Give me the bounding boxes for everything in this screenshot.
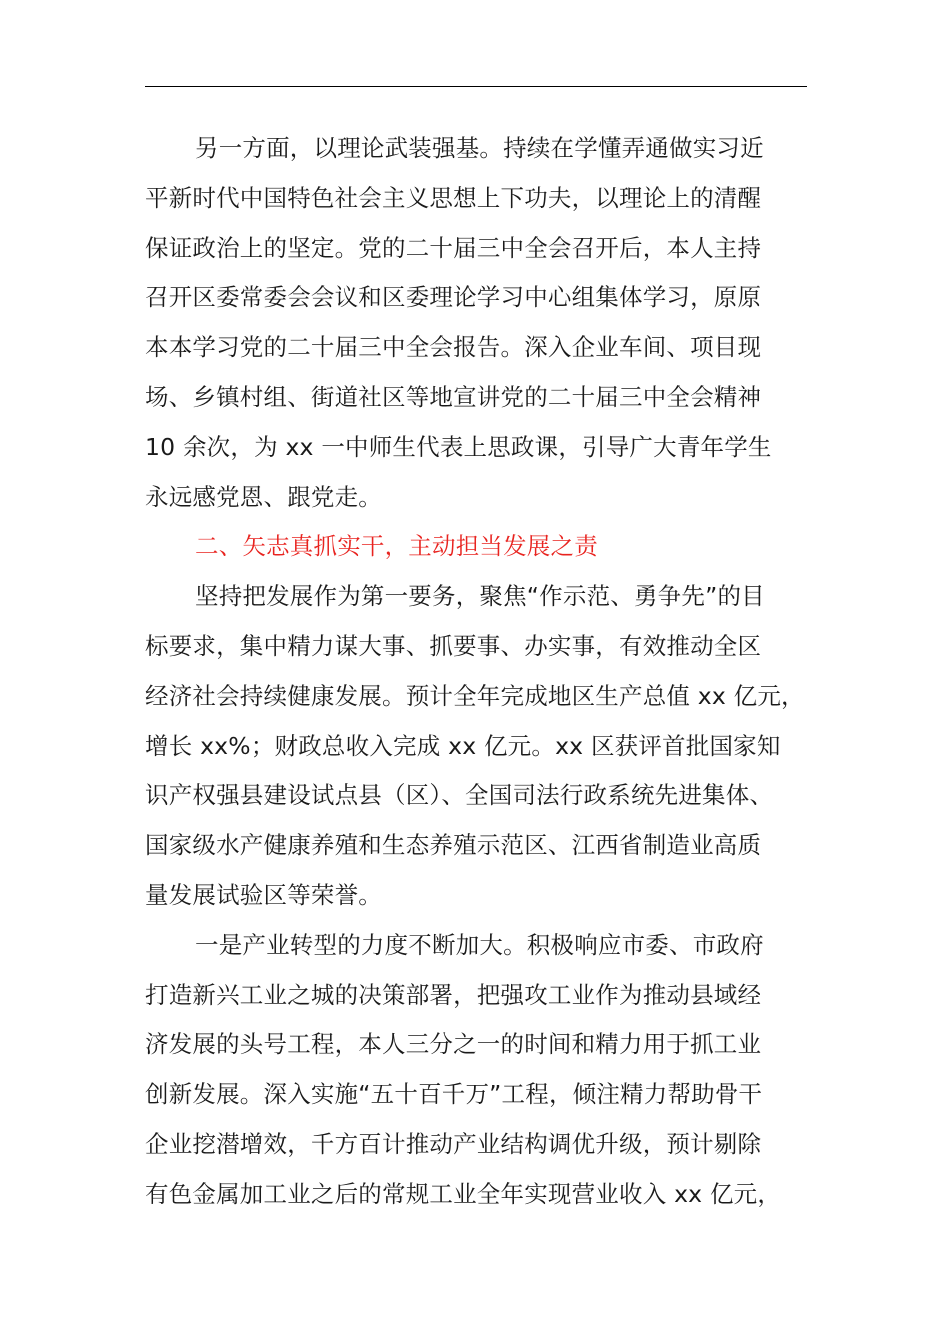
text-line: 企业挖潜增效，千方百计推动产业结构调优升级，预计剔除 (145, 1129, 762, 1158)
text-line: 有色金属加工业之后的常规工业全年实现营业收入 xx 亿元， (145, 1179, 782, 1208)
text-line: 另一方面，以理论武装强基。持续在学懂弄通做实习近 (195, 134, 764, 162)
section-heading (145, 522, 807, 572)
text-line: 国家级水产健康养殖和生态养殖示范区、江西省制造业高质 (145, 831, 762, 860)
text-line: 坚持把发展作为第一要务，聚焦“作示范、勇争先”的目 (195, 582, 765, 611)
text-line: 10 余次，为 xx 一中师生代表上思政课，引导广大青年学生 (145, 432, 772, 461)
text-line: 永远感党恩、跟党走。 (145, 482, 382, 511)
text-line: 保证政治上的坚定。党的二十届三中全会召开后，本人主持 (145, 233, 762, 262)
text-line: 本本学习党的二十届三中全会报告。深入企业车间、项目现 (145, 333, 762, 362)
text-line: 量发展试验区等荣誉。 (145, 880, 382, 909)
text-line: 一是产业转型的力度不断加大。积极响应市委、市政府 (195, 930, 764, 959)
text-line: 场、乡镇村组、街道社区等地宣讲党的二十届三中全会精神 (145, 382, 762, 411)
text-line: 济发展的头号工程，本人三分之一的时间和精力用于抓工业 (145, 1030, 762, 1059)
header-rule (145, 86, 807, 87)
text-line: 增长 xx%；财政总收入完成 xx 亿元。xx 区获评首批国家知 (145, 731, 781, 760)
text-line: 标要求，集中精力谋大事、抓要事、办实事，有效推动全区 (145, 631, 762, 660)
text-line: 打造新兴工业之城的决策部署，把强攻工业作为推动县域经 (145, 980, 762, 1009)
text-line: 识产权强县建设试点县（区）、全国司法行政系统先进集体、 (145, 781, 774, 810)
text-line: 平新时代中国特色社会主义思想上下功夫，以理论上的清醒 (145, 183, 762, 212)
document-body (145, 124, 807, 1220)
section-heading-text: 二、矢志真抓实干，主动担当发展之责 (195, 532, 598, 561)
text-line: 创新发展。深入实施“五十百千万”工程，倾注精力帮助骨干 (145, 1080, 763, 1109)
text-line: 经济社会持续健康发展。预计全年完成地区生产总值 xx 亿元， (145, 681, 805, 710)
paragraph-theory (145, 124, 807, 522)
paragraph-industry (145, 921, 807, 1220)
text-line: 召开区委常委会会议和区委理论学习中心组集体学习，原原 (145, 283, 762, 312)
paragraph-development (145, 572, 807, 921)
